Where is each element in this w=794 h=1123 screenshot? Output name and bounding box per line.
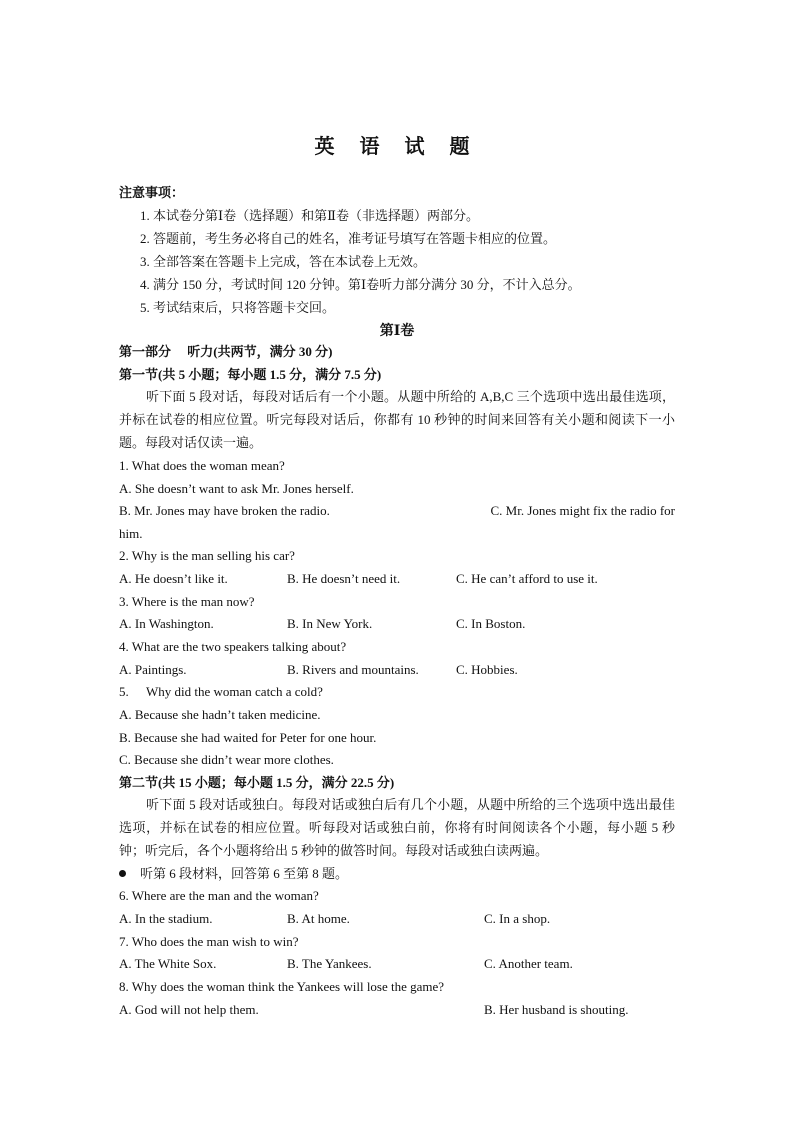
option-b: B. Rivers and mountains.: [287, 662, 419, 677]
option-c: C. Hobbies.: [456, 662, 518, 677]
option-a: A. Paintings.: [119, 662, 187, 677]
option-b: B. Mr. Jones may have broken the radio.: [119, 503, 330, 518]
option-row: [119, 955, 675, 973]
notice-item: 3. 全部答案在答题卡上完成，答在本试卷上无效。: [140, 254, 427, 269]
notice-item: 4. 满分 150 分，考试时间 120 分钟。第Ⅰ卷听力部分满分 30 分，不计入总分。: [140, 277, 581, 292]
question-stem: 3. Where is the man now?: [119, 594, 255, 609]
notice-item: 2. 答题前，考生务必将自己的姓名，准考证号填写在答题卡相应的位置。: [140, 231, 557, 246]
option-c: C. In Boston.: [456, 616, 526, 631]
question-number: 5.: [119, 684, 129, 699]
option-row: [119, 570, 675, 588]
option-c: C. He can’t afford to use it.: [456, 571, 598, 586]
option-b: B. He doesn’t need it.: [287, 571, 401, 586]
question-stem: 8. Why does the woman think the Yankees will lose the game?: [119, 979, 445, 994]
option-row: [119, 661, 675, 679]
option-a: A. Because she hadn’t taken medicine.: [119, 707, 321, 722]
option-b: B. The Yankees.: [287, 956, 372, 971]
option-a: A. God will not help them.: [119, 1002, 259, 1017]
page-title: 英 语 试 题: [314, 136, 480, 158]
option-b: B. In New York.: [287, 616, 373, 631]
section-heading: 第一节(共 5 小题；每小题 1.5 分，满分 7.5 分): [119, 367, 382, 382]
question-text: Why did the woman catch a cold?: [146, 684, 323, 699]
option-a: A. He doesn’t like it.: [119, 571, 228, 586]
question-stem: 2. Why is the man selling his car?: [119, 548, 295, 563]
option-b: B. At home.: [287, 911, 350, 926]
option-a: A. In the stadium.: [119, 911, 213, 926]
question-stem: 7. Who does the man wish to win?: [119, 934, 299, 949]
notice-item: 1. 本试卷分第Ⅰ卷（选择题）和第Ⅱ卷（非选择题）两部分。: [140, 208, 479, 223]
option-a: A. In Washington.: [119, 616, 214, 631]
option-c: C. Because she didn’t wear more clothes.: [119, 752, 334, 767]
bullet-icon: [119, 870, 126, 877]
question-stem: 4. What are the two speakers talking about?: [119, 639, 347, 654]
part-heading: 第一部分 听力(共两节，满分 30 分): [119, 344, 333, 359]
option-row: [119, 1001, 675, 1019]
material-text: 听第 6 段材料，回答第 6 至第 8 题。: [140, 866, 349, 881]
option-a: A. The White Sox.: [119, 956, 217, 971]
question-stem: 1. What does the woman mean?: [119, 458, 285, 473]
option-a: A. She doesn’t want to ask Mr. Jones herself.: [119, 481, 354, 496]
question-stem: [119, 683, 675, 701]
section-instructions: 听下面 5 段对话或独白。每段对话或独白后有几个小题，从题中所给的三个选项中选出最佳选项，并标在试卷的相应位置。听每段对话或独白前，你将有时间阅读各个小题，每小题 5 秒钟；听完后，各个小题将给出 5 秒钟的做答时间。每段对话或独白读两遍。: [119, 797, 675, 858]
option-row: [119, 615, 675, 633]
option-c: C. Mr. Jones might fix the radio for: [490, 503, 675, 518]
section-instructions: 听下面 5 段对话，每段对话后有一个小题。从题中所给的 A,B,C 三个选项中选出最佳选项，并标在试卷的相应位置。听完每段对话后，你都有 10 秒钟的时间来回答有关小题和阅读下一小题。每段对话仅读一遍。: [119, 389, 675, 450]
question-stem: 6. Where are the man and the woman?: [119, 888, 319, 903]
option-c: C. In a shop.: [484, 911, 551, 926]
option-c: C. Another team.: [484, 956, 573, 971]
material-note: [119, 865, 348, 883]
notice-heading: 注意事项：: [119, 185, 185, 200]
option-row: [119, 910, 675, 928]
notice-item: 5. 考试结束后，只将答题卡交回。: [140, 300, 336, 315]
option-b: B. Because she had waited for Peter for one hour.: [119, 730, 377, 745]
option-c-continued: him.: [119, 526, 143, 541]
section-heading: 第二节(共 15 小题；每小题 1.5 分，满分 22.5 分): [119, 775, 395, 790]
volume-heading: 第Ⅰ卷: [379, 324, 415, 339]
option-row: [119, 502, 675, 520]
option-b: B. Her husband is shouting.: [484, 1002, 629, 1017]
